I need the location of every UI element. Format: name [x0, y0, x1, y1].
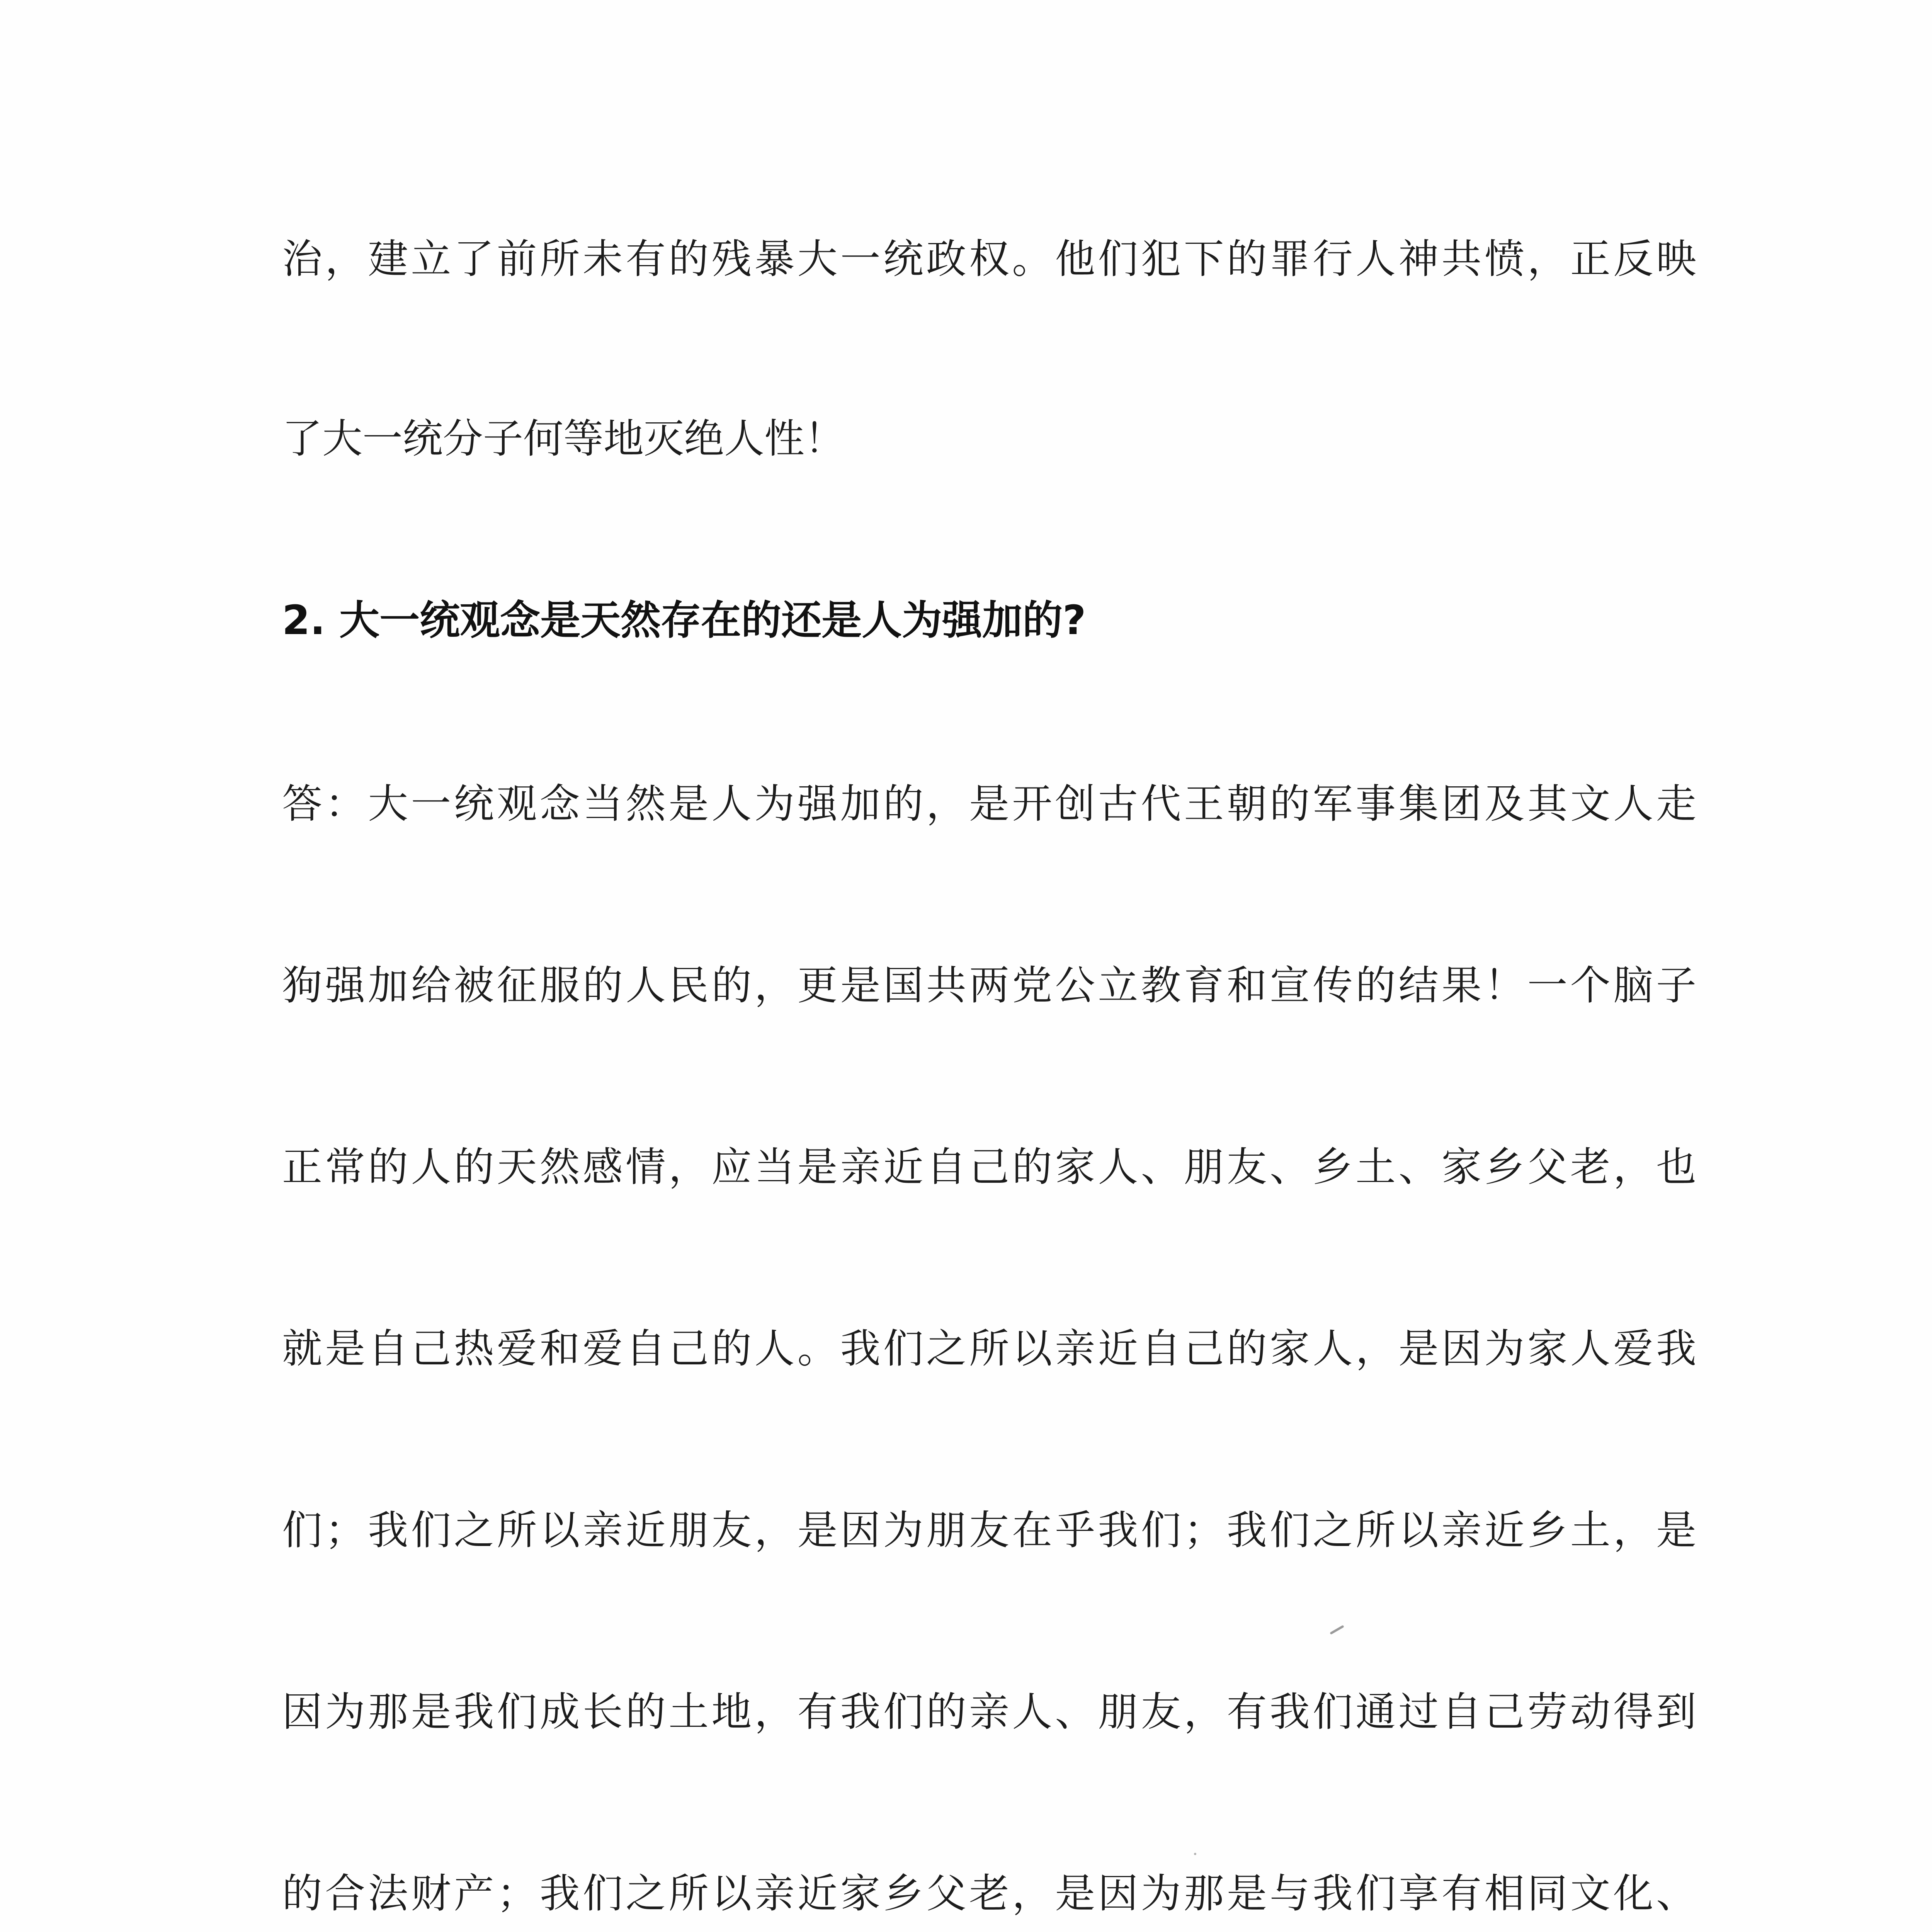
scan-mark [1330, 1625, 1344, 1634]
answer-text-line: 的合法财产；我们之所以亲近家乡父老，是因为那是与我们享有相同文化、 [282, 1870, 1696, 1917]
section-heading: 2. 大一统观念是天然存在的还是人为强加的? [282, 597, 1086, 644]
answer-text-line: 因为那是我们成长的土地，有我们的亲人、朋友，有我们通过自己劳动得到 [282, 1688, 1696, 1735]
answer-text-line: 正常的人的天然感情，应当是亲近自己的家人、朋友、乡土、家乡父老，也 [282, 1143, 1696, 1190]
body-text-line: 治，建立了前所未有的残暴大一统政权。他们犯下的罪行人神共愤，正反映 [282, 235, 1696, 282]
answer-text-line: 们；我们之所以亲近朋友，是因为朋友在乎我们；我们之所以亲近乡土，是 [282, 1507, 1696, 1554]
scan-speck [1194, 1853, 1196, 1855]
answer-text-line: 答：大一统观念当然是人为强加的，是开创古代王朝的军事集团及其文人走 [282, 780, 1696, 827]
body-text-line: 了大一统分子何等地灭绝人性！ [282, 415, 845, 462]
answer-text-line: 狗强加给被征服的人民的，更是国共两党公立教育和宣传的结果！一个脑子 [282, 962, 1696, 1009]
answer-text-line: 就是自己热爱和爱自己的人。我们之所以亲近自己的家人，是因为家人爱我 [282, 1325, 1696, 1372]
